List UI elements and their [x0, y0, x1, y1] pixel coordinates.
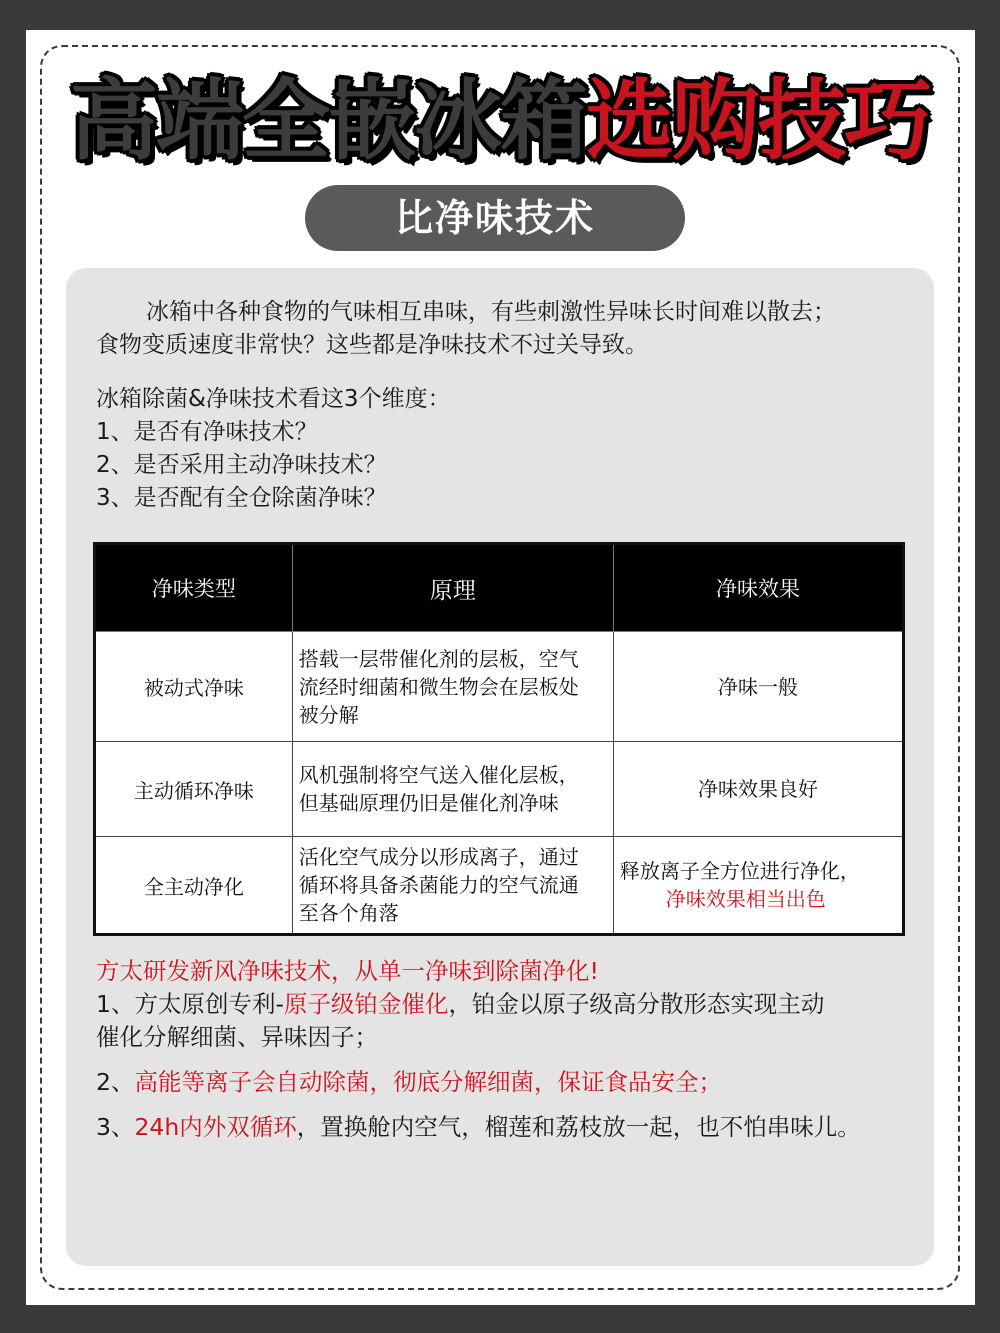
- header-effect: 净味效果: [613, 544, 903, 632]
- intro-line-2: 食物变质速度非常快？这些都是净味技术不过关导致。: [96, 332, 648, 358]
- row-effect: 释放离子全方位进行净化， 净味效果相当出色: [613, 837, 903, 935]
- row-type: 被动式净味: [95, 632, 293, 742]
- intro-line-1: 冰箱中各种食物的气味相互串味，有些刺激性异味长时间难以散去；: [146, 299, 836, 325]
- dimension-item-3: 3、是否配有全仓除菌净味？: [96, 485, 387, 511]
- title-red-part: 选购技巧: [586, 69, 931, 172]
- row-principle: 搭载一层带催化剂的层板，空气 流经时细菌和微生物会在层板处 被分解: [292, 632, 613, 742]
- highlight-item-1: 1、方太原创专利-原子级铂金催化，铂金以原子级高分散形态实现主动: [96, 990, 825, 1018]
- table-row: [95, 632, 904, 742]
- dimensions-heading: 冰箱除菌&净味技术看这3个维度：: [96, 386, 451, 412]
- row-effect: 净味一般: [613, 632, 903, 742]
- page-title: [40, 66, 960, 176]
- fotile-highlights: [96, 955, 926, 1144]
- dimension-item-1: 1、是否有净味技术？: [96, 419, 318, 445]
- title-dark-part: 高端全嵌冰箱: [69, 69, 586, 172]
- subtitle-pill: 比净味技术: [305, 185, 685, 251]
- row-effect: 净味效果良好: [613, 742, 903, 837]
- row-principle: 活化空气成分以形成离子，通过 循环将具备杀菌能力的空气流通 至各个角落: [292, 837, 613, 935]
- table-row: [95, 837, 904, 935]
- highlight-headline: 方太研发新风净味技术，从单一净味到除菌净化!: [96, 957, 599, 985]
- dimensions-list: [96, 383, 926, 515]
- intro-paragraph: [96, 296, 926, 362]
- comparison-table: [93, 542, 905, 936]
- row-principle: 风机强制将空气送入催化层板， 但基础原理仍旧是催化剂净味: [292, 742, 613, 837]
- dimension-item-2: 2、是否采用主动净味技术？: [96, 452, 387, 478]
- highlight-item-1-cont: 催化分解细菌、异味因子；: [96, 1023, 378, 1051]
- row-type: 主动循环净味: [95, 742, 293, 837]
- table-row: [95, 742, 904, 837]
- table-header-row: [95, 544, 904, 632]
- highlight-item-3: 3、24h内外双循环，置换舱内空气，榴莲和荔枝放一起，也不怕串味儿。: [96, 1113, 861, 1141]
- row-type: 全主动净化: [95, 837, 293, 935]
- header-principle: 原理: [292, 544, 613, 632]
- header-type: 净味类型: [95, 544, 293, 632]
- highlight-item-2: 2、高能等离子会自动除菌，彻底分解细菌，保证食品安全；: [96, 1068, 722, 1096]
